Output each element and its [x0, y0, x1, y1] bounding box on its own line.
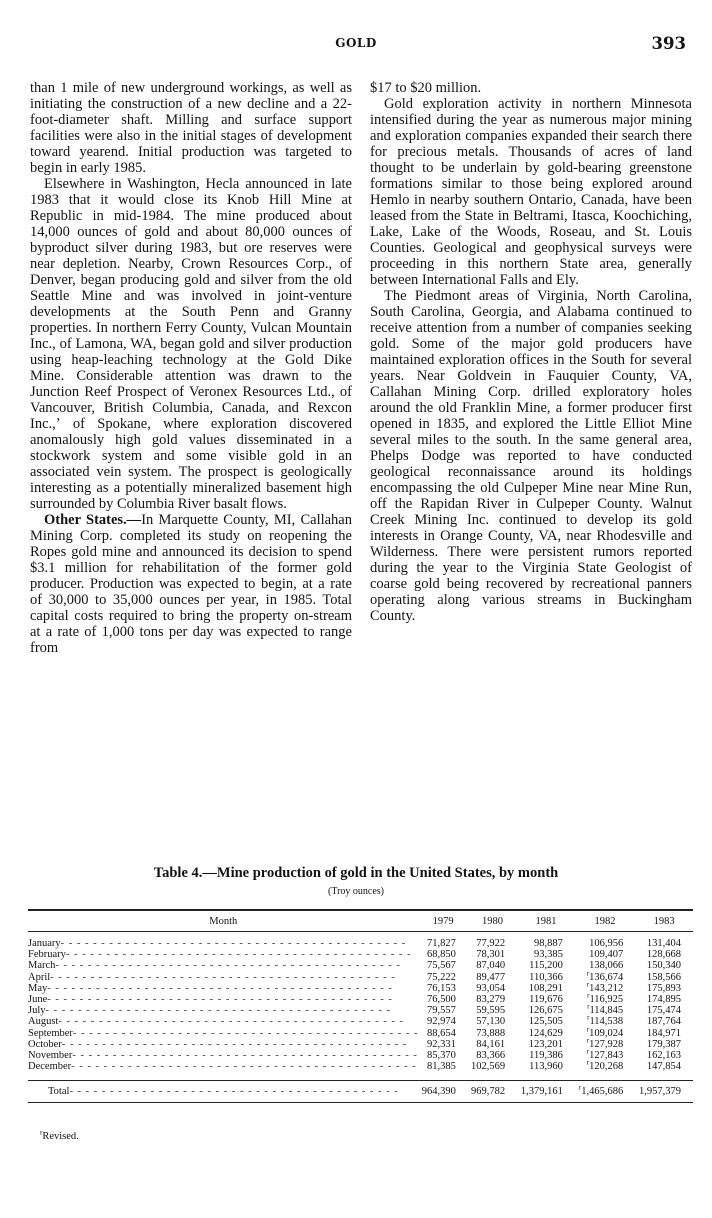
left-paragraph-3 — [30, 512, 352, 656]
value-cell: 59,595 — [476, 1005, 506, 1017]
table-footnote — [40, 1128, 79, 1142]
year-header: 1980 — [468, 910, 517, 932]
value-cell: $^r$120,268 — [586, 1058, 624, 1073]
month-column-header: Month — [28, 910, 419, 932]
table-row — [28, 1039, 693, 1050]
value-cell: $^r$109,024 — [586, 1025, 624, 1039]
total-cell: 969,782 — [468, 1081, 517, 1103]
value-cell: $^r$114,538 — [587, 1013, 624, 1028]
month-label: December- - - - - - - - - - - - - - - - - - - - - - - - - - - - - - - - - - - - - - - - - - - — [28, 1061, 417, 1073]
value-cell: 125,505 — [528, 1016, 563, 1028]
value-cell: 81,385 — [426, 1061, 456, 1073]
value-cell: 89,477 — [476, 971, 506, 983]
total-label: Total- - - - - - - - - - - - - - - - - - - - - - - - - - - - - - - - - - - - - - - - - — [28, 1081, 419, 1103]
table-row — [28, 1005, 693, 1016]
month-label: October- - - - - - - - - - - - - - - - - - - - - - - - - - - - - - - - - - - - - - - - - - - — [28, 1038, 408, 1050]
value-cell: 187,764 — [646, 1016, 681, 1028]
total-cell: 1,957,379 — [635, 1081, 693, 1103]
table-row — [28, 1050, 693, 1061]
total-cell: 964,390 — [419, 1081, 468, 1103]
value-cell: 85,370 — [426, 1050, 456, 1062]
value-cell: 119,676 — [529, 994, 563, 1006]
month-label: August- - - - - - - - - - - - - - - - - - - - - - - - - - - - - - - - - - - - - - - - - - - — [28, 1016, 404, 1028]
value-cell: $^r$114,845 — [587, 1002, 624, 1017]
production-table — [28, 909, 693, 1103]
value-cell: 158,566 — [646, 971, 681, 983]
value-cell: 150,340 — [646, 960, 681, 972]
total-cell: 1,379,161 — [517, 1081, 575, 1103]
month-label: January- - - - - - - - - - - - - - - - - - - - - - - - - - - - - - - - - - - - - - - - - - - — [28, 938, 407, 949]
value-cell: $^r$143,212 — [586, 980, 624, 994]
left-paragraph-3-text: In Marquette County, MI, Callahan Mining Corp. completed its study on reopening the Ropes gold mine and announced its decision to spend $3.1 million for rehabilitation of the former gold producer. Production was expected to begin, at a rate of 30,000 to 35,000 ounces per year, in 1985. Total capital costs required to bring the property on-stream at a rate of 1,000 tons per day was expected to range from — [30, 512, 352, 656]
value-cell: 92,974 — [426, 1016, 456, 1028]
value-cell: 131,404 — [646, 938, 681, 949]
value-cell: 78,301 — [476, 949, 506, 961]
month-label: February- - - - - - - - - - - - - - - - - - - - - - - - - - - - - - - - - - - - - - - - - - - — [28, 949, 412, 961]
table-row — [28, 949, 693, 960]
value-cell: 128,668 — [646, 949, 681, 961]
total-cell: $^r$1,465,686 — [575, 1081, 635, 1103]
revised-mark: r — [587, 991, 590, 1000]
page-number: 393 — [651, 34, 686, 53]
value-cell: 147,854 — [646, 1061, 681, 1073]
left-column — [30, 80, 352, 656]
footnote-text: Revised. — [42, 1131, 79, 1142]
value-cell: 124,629 — [528, 1027, 563, 1039]
value-cell: 162,163 — [646, 1050, 681, 1062]
value-cell: 75,222 — [426, 971, 456, 983]
value-cell: 93,385 — [534, 949, 563, 961]
value-cell: 108,291 — [528, 982, 563, 994]
value-cell: 123,201 — [528, 1038, 563, 1050]
value-cell: 68,850 — [426, 949, 456, 961]
value-cell: 79,557 — [426, 1005, 456, 1017]
table-row — [28, 972, 693, 983]
month-label: March- - - - - - - - - - - - - - - - - - - - - - - - - - - - - - - - - - - - - - - - - - - — [28, 960, 402, 972]
value-cell: 76,153 — [426, 982, 456, 994]
value-cell: 174,895 — [646, 994, 681, 1006]
month-label: July- - - - - - - - - - - - - - - - - - - - - - - - - - - - - - - - - - - - - - - - - - - — [28, 1005, 392, 1017]
value-cell: 76,500 — [426, 994, 456, 1006]
table-row — [28, 1016, 693, 1027]
table-row — [28, 994, 693, 1005]
value-cell: 106,956 — [589, 938, 624, 949]
value-cell: 126,675 — [528, 1005, 563, 1017]
section-lead-other-states: Other States.— — [44, 512, 142, 528]
value-cell: 175,893 — [646, 982, 681, 994]
revised-mark: r — [586, 1047, 590, 1056]
value-cell: 119,386 — [529, 1050, 563, 1062]
value-cell: 75,567 — [426, 960, 456, 972]
revised-mark: r — [587, 1013, 590, 1022]
revised-mark: r — [586, 1025, 590, 1034]
value-cell: 184,971 — [646, 1027, 681, 1039]
revised-mark: r — [586, 1058, 590, 1067]
value-cell: 138,066 — [589, 960, 624, 972]
month-label: November- - - - - - - - - - - - - - - - - - - - - - - - - - - - - - - - - - - - - - - - - - - — [28, 1050, 418, 1062]
value-cell: 57,130 — [476, 1016, 506, 1028]
revised-mark: r — [586, 969, 590, 978]
value-cell: $^r$127,928 — [586, 1036, 624, 1050]
value-cell: $^r$136,674 — [586, 969, 624, 983]
table-subtitle: (Troy ounces) — [327, 886, 384, 897]
right-paragraph-2: Gold exploration activity in northern Minnesota intensified during the year as numerous major mining and exploration companies expanded their search there for precious metals. Thousands of acres of land thought to be underlain by gold-bearing greenstone formations similar to those being explored around Hemlo in nearby southern Ontario, Canada, have been leased from the State in Beltrami, Itasca, Koochiching, Lake, Lake of the Woods, Roseau, and St. Louis Counties. Geological and geophysical surveys were proceeding in this northern State area, generally between International Falls and Ely. — [370, 96, 692, 288]
left-paragraph-2: Elsewhere in Washington, Hecla announced in late 1983 that it would close its Knob Hill Mine at Republic in mid-1984. The mine produced about 14,000 ounces of gold and about 80,000 ounces of byproduct silver during 1983, but ore reserves were near depletion. Nearby, Crown Resources Corp., of Denver, began producing gold and silver from the old Seattle Mine and was involved in joint-venture developments at the South Penn and Granny properties. In northern Ferry County, Vulcan Mountain Inc., of Lamona, WA, began gold and silver production using heap-leaching technology at the Gold Dike Mine. Considerable attention was drawn to the Junction Reef Prospect of Veronex Resources Ltd., of Vancouver, British Columbia, Canada, and Rexcon Inc.,ʼ of Spokane, where exploration discovered anomalously high gold values disseminated in a stockwork system and some visible gold in an associated vein system. The prospect is geologically interesting as a potentially mineralized basement high surrounded by Columbia River basalt flows. — [30, 176, 352, 512]
left-paragraph-1: than 1 mile of new underground workings, as well as initiating the construction of a new decline and a 22-foot-diameter shaft. Milling and surface support facilities were also in the initial stages of development toward yearend. Initial production was targeted to begin in early 1985. — [30, 80, 352, 176]
table-body — [28, 932, 693, 1081]
value-cell: 77,922 — [476, 938, 506, 949]
table-row — [28, 1061, 693, 1081]
revised-mark: r — [587, 1002, 590, 1011]
value-cell: 110,366 — [529, 971, 563, 983]
value-cell: 93,054 — [476, 982, 506, 994]
value-cell: 84,161 — [476, 1038, 506, 1050]
revised-mark: r — [586, 980, 590, 989]
total-row — [28, 1081, 693, 1103]
revised-mark: r — [578, 1083, 582, 1092]
year-header: 1979 — [419, 910, 468, 932]
value-cell: $^r$116,925 — [587, 991, 624, 1006]
running-title: GOLD — [335, 36, 377, 50]
month-label: June- - - - - - - - - - - - - - - - - - - - - - - - - - - - - - - - - - - - - - - - - - - — [28, 994, 393, 1006]
value-cell: 88,654 — [426, 1027, 456, 1039]
value-cell: 92,331 — [426, 1038, 456, 1050]
table-row — [28, 960, 693, 971]
value-cell: 83,279 — [476, 994, 506, 1006]
table-title: Table 4.—Mine production of gold in the United States, by month — [153, 865, 559, 881]
value-cell: 87,040 — [476, 960, 506, 972]
table-header-row — [28, 910, 693, 932]
year-header: 1982 — [575, 910, 635, 932]
running-head — [0, 34, 712, 56]
month-label: September- - - - - - - - - - - - - - - - - - - - - - - - - - - - - - - - - - - - - - - - - - - — [28, 1027, 419, 1039]
value-cell: 83,366 — [476, 1050, 506, 1062]
value-cell: $^r$127,843 — [586, 1047, 624, 1062]
right-paragraph-3: The Piedmont areas of Virginia, North Carolina, South Carolina, Georgia, and Alabama continued to receive attention from a number of companies seeking gold. Some of the major gold producers have maintained exploration offices in the South for several years. Near Goldvein in Fauquier County, VA, Callahan Mining Corp. drilled exploratory holes around the old Franklin Mine, a former producer first opened in 1835, and explored the Little Elliot Mine several miles to the south. In the same general area, Phelps Dodge was reported to have conducted geological reconnaissance around its holdings encompassing the old Culpeper Mine near Mine Run, off the Rapidan River in Culpeper County. Walnut Creek Mining Inc. continued to develop its gold interests in Orange County, VA, near Rhodesville and Wilderness. There were persistent rumors reported during the year to the Virginia State Geologist of coarse gold being recovered by recreational panners operating along various streams in Buckingham County. — [370, 288, 692, 624]
value-cell: 71,827 — [426, 938, 456, 949]
value-cell: 109,407 — [589, 949, 624, 961]
value-cell: 113,960 — [529, 1061, 563, 1073]
month-label: May- - - - - - - - - - - - - - - - - - - - - - - - - - - - - - - - - - - - - - - - - - - — [28, 982, 393, 994]
value-cell: 179,387 — [646, 1038, 681, 1050]
value-cell: 73,888 — [476, 1027, 506, 1039]
footnote-mark: r — [40, 1128, 43, 1137]
table-row — [28, 932, 693, 950]
table-row — [28, 983, 693, 994]
value-cell: 175,474 — [646, 1005, 681, 1017]
right-column — [370, 80, 692, 624]
month-label: April- - - - - - - - - - - - - - - - - - - - - - - - - - - - - - - - - - - - - - - - - - - — [28, 971, 396, 983]
year-header: 1983 — [635, 910, 693, 932]
value-cell: 115,200 — [529, 960, 563, 972]
right-paragraph-1: $17 to $20 million. — [370, 80, 482, 96]
revised-mark: r — [586, 1036, 590, 1045]
value-cell: 102,569 — [471, 1061, 506, 1073]
year-header: 1981 — [517, 910, 575, 932]
table-row — [28, 1028, 693, 1039]
value-cell: 98,887 — [534, 938, 563, 949]
